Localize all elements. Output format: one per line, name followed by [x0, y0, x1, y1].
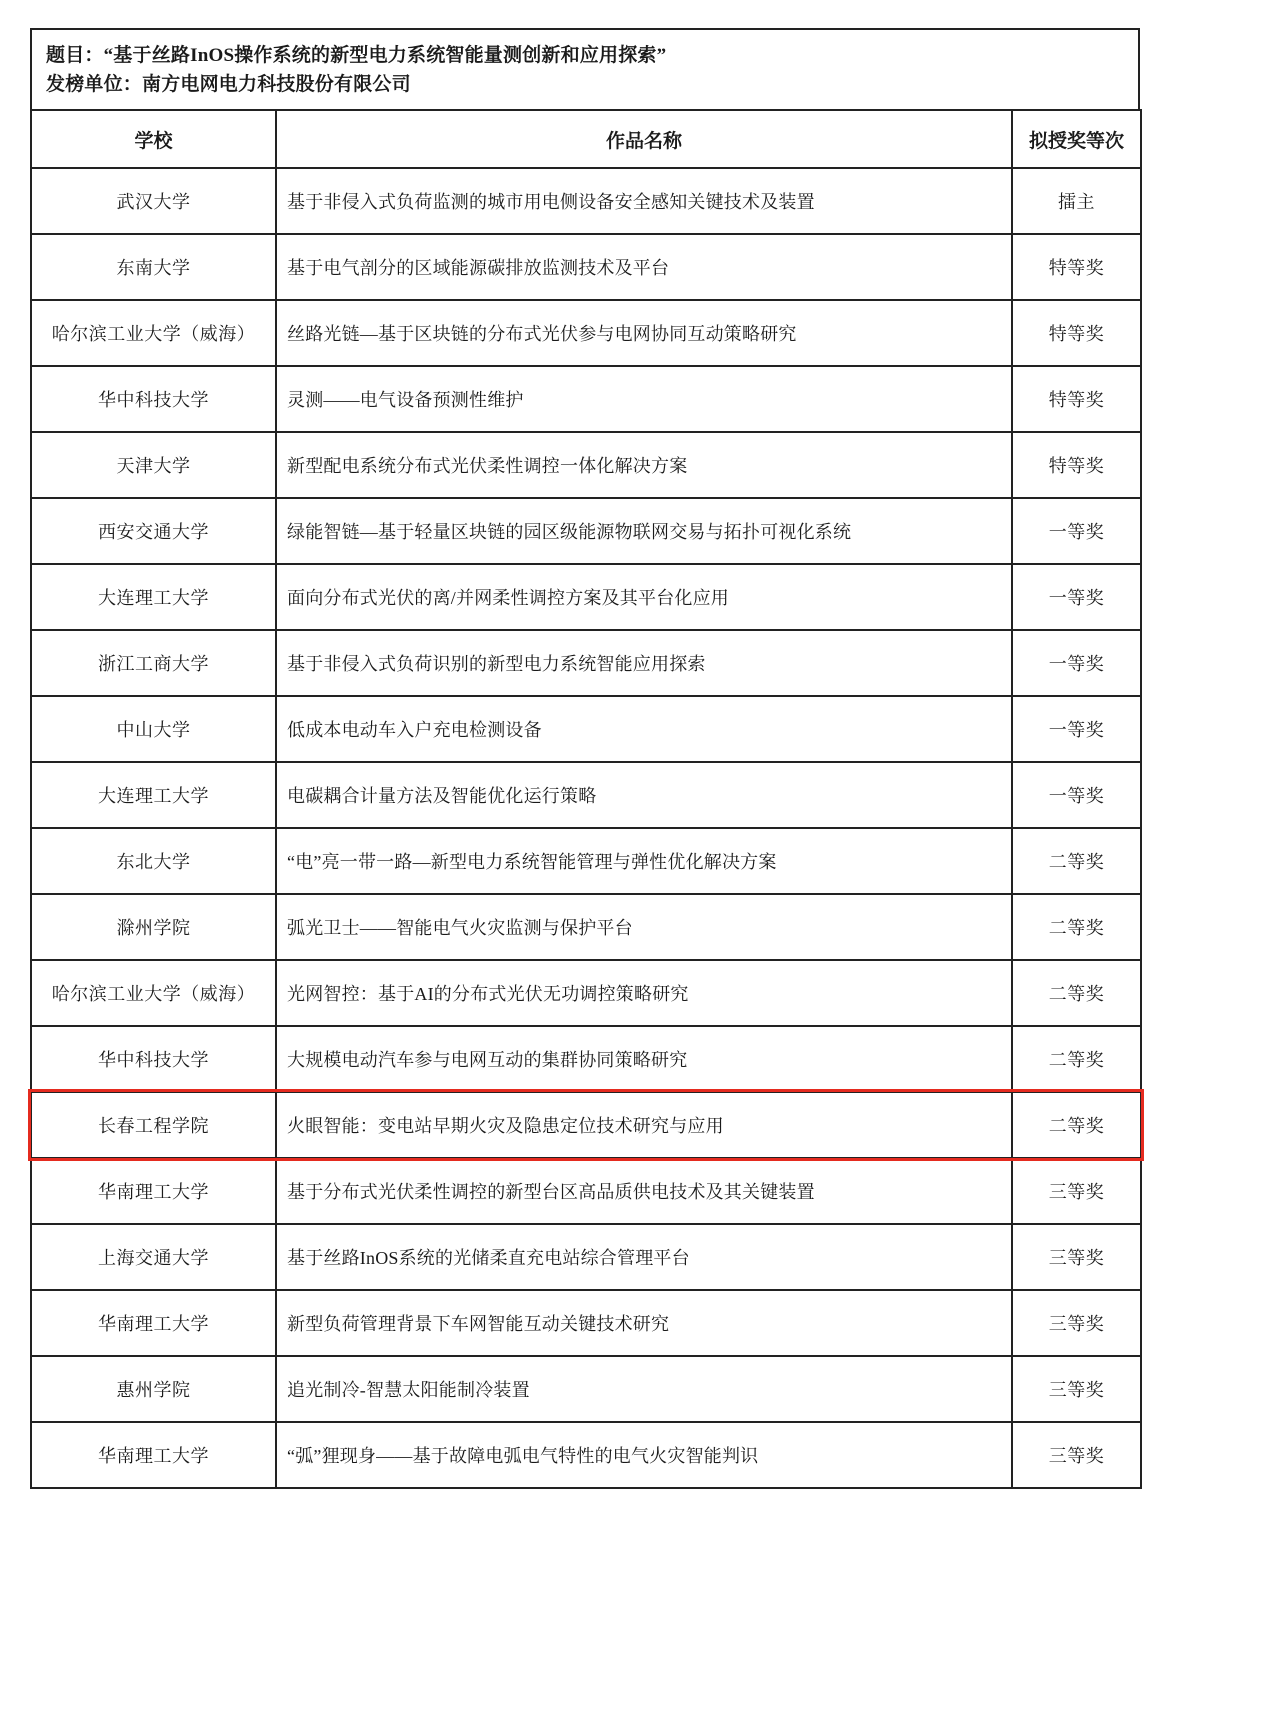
cell-school: 惠州学院 — [31, 1356, 276, 1422]
table-row — [31, 1290, 1141, 1356]
cell-award: 三等奖 — [1012, 1224, 1141, 1290]
cell-school: 哈尔滨工业大学（威海） — [31, 960, 276, 1026]
cell-school: 东南大学 — [31, 234, 276, 300]
cell-work: 新型负荷管理背景下车网智能互动关键技术研究 — [276, 1290, 1012, 1356]
column-header-school: 学校 — [31, 110, 276, 168]
cell-award: 三等奖 — [1012, 1158, 1141, 1224]
column-header-work: 作品名称 — [276, 110, 1012, 168]
cell-work: “弧”狸现身——基于故障电弧电气特性的电气火灾智能判识 — [276, 1422, 1012, 1488]
cell-work: 面向分布式光伏的离/并网柔性调控方案及其平台化应用 — [276, 564, 1012, 630]
cell-work: 光网智控：基于AI的分布式光伏无功调控策略研究 — [276, 960, 1012, 1026]
cell-work: 丝路光链—基于区块链的分布式光伏参与电网协同互动策略研究 — [276, 300, 1012, 366]
table-row — [31, 828, 1141, 894]
table-row — [31, 894, 1141, 960]
cell-school: 大连理工大学 — [31, 564, 276, 630]
table-row — [31, 366, 1141, 432]
cell-work: 电碳耦合计量方法及智能优化运行策略 — [276, 762, 1012, 828]
cell-work: 弧光卫士——智能电气火灾监测与保护平台 — [276, 894, 1012, 960]
cell-school: 东北大学 — [31, 828, 276, 894]
header-title-line: 题目：“基于丝路InOS操作系统的新型电力系统智能量测创新和应用探索” — [46, 45, 667, 66]
award-list-document — [30, 28, 1140, 1489]
table-row — [31, 234, 1141, 300]
table-row — [31, 564, 1141, 630]
cell-school: 武汉大学 — [31, 168, 276, 234]
table-row — [31, 1422, 1141, 1488]
cell-work: 灵测——电气设备预测性维护 — [276, 366, 1012, 432]
table-row — [31, 168, 1141, 234]
cell-work: 基于非侵入式负荷监测的城市用电侧设备安全感知关键技术及装置 — [276, 168, 1012, 234]
cell-work: 追光制冷-智慧太阳能制冷装置 — [276, 1356, 1012, 1422]
cell-award: 特等奖 — [1012, 432, 1141, 498]
cell-work: “电”亮一带一路—新型电力系统智能管理与弹性优化解决方案 — [276, 828, 1012, 894]
column-header-award: 拟授奖等次 — [1012, 110, 1141, 168]
table-row — [31, 432, 1141, 498]
cell-work: 低成本电动车入户充电检测设备 — [276, 696, 1012, 762]
cell-school: 浙江工商大学 — [31, 630, 276, 696]
document-header — [30, 28, 1140, 109]
cell-award: 二等奖 — [1012, 960, 1141, 1026]
table-row — [31, 1158, 1141, 1224]
cell-school: 华南理工大学 — [31, 1290, 276, 1356]
cell-work: 大规模电动汽车参与电网互动的集群协同策略研究 — [276, 1026, 1012, 1092]
table-row — [31, 696, 1141, 762]
cell-school: 华中科技大学 — [31, 1026, 276, 1092]
cell-work: 基于分布式光伏柔性调控的新型台区高品质供电技术及其关键装置 — [276, 1158, 1012, 1224]
cell-school: 西安交通大学 — [31, 498, 276, 564]
cell-award: 二等奖 — [1012, 894, 1141, 960]
cell-award: 擂主 — [1012, 168, 1141, 234]
cell-school: 华南理工大学 — [31, 1422, 276, 1488]
table-row — [31, 300, 1141, 366]
cell-award: 三等奖 — [1012, 1422, 1141, 1488]
cell-award: 一等奖 — [1012, 630, 1141, 696]
cell-work: 火眼智能：变电站早期火灾及隐患定位技术研究与应用 — [276, 1092, 1012, 1158]
cell-award: 特等奖 — [1012, 366, 1141, 432]
cell-work: 新型配电系统分布式光伏柔性调控一体化解决方案 — [276, 432, 1012, 498]
cell-school: 哈尔滨工业大学（威海） — [31, 300, 276, 366]
cell-award: 三等奖 — [1012, 1356, 1141, 1422]
cell-school: 华中科技大学 — [31, 366, 276, 432]
cell-school: 天津大学 — [31, 432, 276, 498]
cell-school: 大连理工大学 — [31, 762, 276, 828]
table-header-row — [31, 110, 1141, 168]
cell-award: 一等奖 — [1012, 498, 1141, 564]
cell-school: 华南理工大学 — [31, 1158, 276, 1224]
table-body — [31, 168, 1141, 1488]
cell-award: 二等奖 — [1012, 1026, 1141, 1092]
award-table — [30, 109, 1142, 1489]
table-row — [31, 960, 1141, 1026]
cell-school: 滁州学院 — [31, 894, 276, 960]
cell-work: 绿能智链—基于轻量区块链的园区级能源物联网交易与拓扑可视化系统 — [276, 498, 1012, 564]
cell-award: 特等奖 — [1012, 300, 1141, 366]
cell-school: 上海交通大学 — [31, 1224, 276, 1290]
cell-work: 基于非侵入式负荷识别的新型电力系统智能应用探索 — [276, 630, 1012, 696]
table-row-highlighted — [31, 1092, 1141, 1158]
table-row — [31, 1356, 1141, 1422]
cell-award: 二等奖 — [1012, 828, 1141, 894]
header-org-line: 发榜单位：南方电网电力科技股份有限公司 — [46, 73, 411, 95]
cell-award: 三等奖 — [1012, 1290, 1141, 1356]
table-row — [31, 1026, 1141, 1092]
cell-school: 长春工程学院 — [31, 1092, 276, 1158]
cell-award: 一等奖 — [1012, 564, 1141, 630]
table-row — [31, 630, 1141, 696]
cell-work: 基于丝路InOS系统的光储柔直充电站综合管理平台 — [276, 1224, 1012, 1290]
cell-work: 基于电气剖分的区域能源碳排放监测技术及平台 — [276, 234, 1012, 300]
table-row — [31, 762, 1141, 828]
cell-award: 特等奖 — [1012, 234, 1141, 300]
cell-award: 一等奖 — [1012, 696, 1141, 762]
table-row — [31, 1224, 1141, 1290]
cell-award: 一等奖 — [1012, 762, 1141, 828]
cell-award: 二等奖 — [1012, 1092, 1141, 1158]
cell-school: 中山大学 — [31, 696, 276, 762]
table-row — [31, 498, 1141, 564]
